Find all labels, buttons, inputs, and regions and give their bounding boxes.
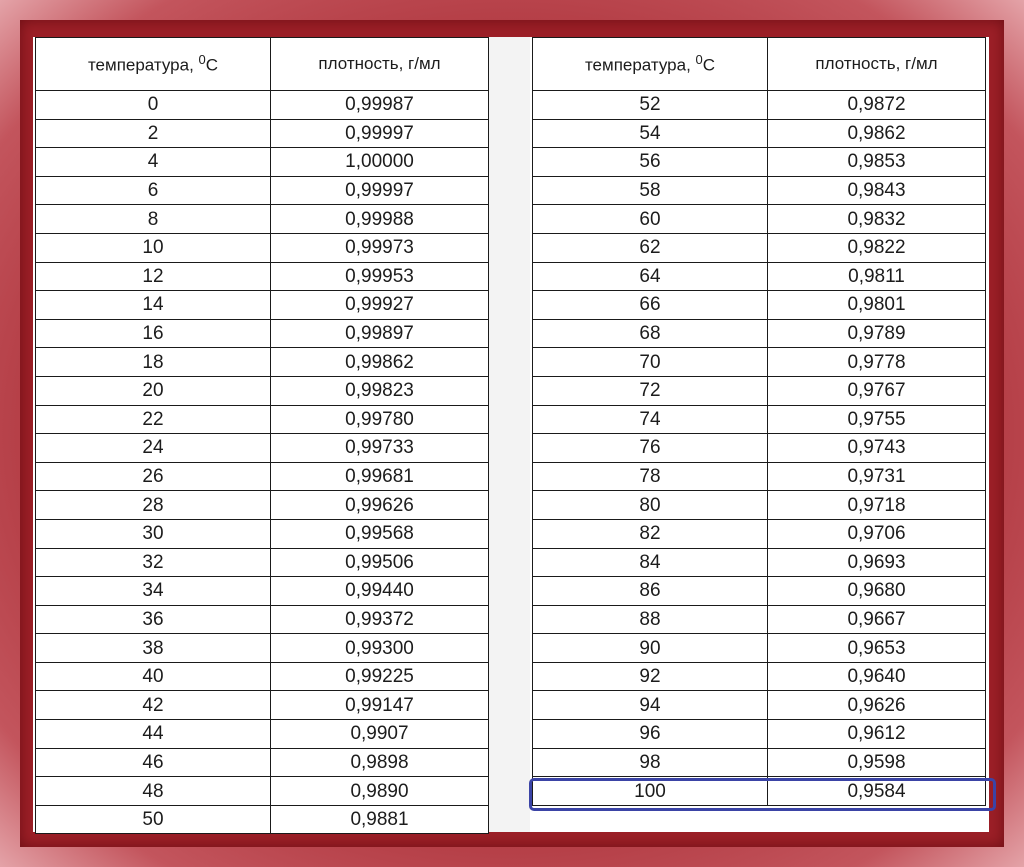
density-cell: 0,99997 [271, 176, 489, 205]
temperature-cell: 94 [533, 691, 768, 720]
temperature-cell: 78 [533, 462, 768, 491]
temperature-cell: 88 [533, 605, 768, 634]
temperature-cell: 50 [36, 805, 271, 834]
density-cell: 0,99997 [271, 119, 489, 148]
temperature-cell: 70 [533, 348, 768, 377]
temperature-cell: 44 [36, 720, 271, 749]
density-cell: 0,9907 [271, 720, 489, 749]
density-cell: 0,99225 [271, 662, 489, 691]
temperature-cell: 90 [533, 634, 768, 663]
temperature-cell: 24 [36, 434, 271, 463]
temperature-cell: 4 [36, 148, 271, 177]
density-cell: 0,99987 [271, 91, 489, 120]
temperature-cell: 10 [36, 233, 271, 262]
temperature-cell: 76 [533, 434, 768, 463]
density-cell: 0,99988 [271, 205, 489, 234]
density-cell: 0,9843 [768, 176, 986, 205]
header-row [533, 38, 986, 91]
density-cell: 0,9822 [768, 233, 986, 262]
temperature-cell: 56 [533, 148, 768, 177]
density-cell: 0,99372 [271, 605, 489, 634]
table-row [533, 291, 986, 320]
temperature-cell: 100 [533, 777, 768, 806]
table-row [36, 205, 489, 234]
density-cell: 0,99953 [271, 262, 489, 291]
density-cell: 0,99780 [271, 405, 489, 434]
density-cell: 0,9801 [768, 291, 986, 320]
table-row [36, 491, 489, 520]
density-cell: 0,99897 [271, 319, 489, 348]
table-row [36, 91, 489, 120]
table-row [36, 462, 489, 491]
density-cell: 0,9667 [768, 605, 986, 634]
temperature-cell: 46 [36, 748, 271, 777]
table-row [533, 491, 986, 520]
density-table-right [532, 37, 986, 806]
temperature-cell: 82 [533, 519, 768, 548]
temperature-cell: 52 [533, 91, 768, 120]
density-cell: 0,9872 [768, 91, 986, 120]
table-row [36, 662, 489, 691]
temperature-cell: 40 [36, 662, 271, 691]
column-divider [488, 37, 530, 832]
table-row [36, 720, 489, 749]
temperature-cell: 12 [36, 262, 271, 291]
density-cell: 0,9881 [271, 805, 489, 834]
table-row [533, 434, 986, 463]
table-row [533, 634, 986, 663]
table-row [36, 748, 489, 777]
table-row [533, 777, 986, 806]
table-row [36, 777, 489, 806]
table-row [533, 148, 986, 177]
table-row [36, 376, 489, 405]
temperature-cell: 14 [36, 291, 271, 320]
density-cell: 0,99973 [271, 233, 489, 262]
density-cell: 0,9853 [768, 148, 986, 177]
temperature-cell: 62 [533, 233, 768, 262]
density-cell: 0,99681 [271, 462, 489, 491]
table-row [36, 691, 489, 720]
table-row [36, 119, 489, 148]
density-cell: 0,9680 [768, 577, 986, 606]
temperature-header: температура, $^0$C [36, 38, 271, 91]
density-cell: 0,99927 [271, 291, 489, 320]
temperature-cell: 74 [533, 405, 768, 434]
temperature-cell: 16 [36, 319, 271, 348]
temperature-cell: 86 [533, 577, 768, 606]
temperature-cell: 58 [533, 176, 768, 205]
density-cell: 0,9598 [768, 748, 986, 777]
temperature-cell: 54 [533, 119, 768, 148]
density-header: плотность, г/мл [768, 38, 986, 91]
density-cell: 0,9626 [768, 691, 986, 720]
table-row [533, 691, 986, 720]
density-cell: 0,9640 [768, 662, 986, 691]
density-cell: 0,9743 [768, 434, 986, 463]
temperature-cell: 8 [36, 205, 271, 234]
temperature-cell: 68 [533, 319, 768, 348]
temperature-cell: 96 [533, 720, 768, 749]
temperature-header: температура, $^0$C [533, 38, 768, 91]
density-cell: 0,9778 [768, 348, 986, 377]
table-row [36, 319, 489, 348]
temperature-cell: 84 [533, 548, 768, 577]
temperature-cell: 92 [533, 662, 768, 691]
temperature-cell: 20 [36, 376, 271, 405]
table-row [533, 720, 986, 749]
temperature-cell: 6 [36, 176, 271, 205]
table-row [533, 662, 986, 691]
temperature-cell: 48 [36, 777, 271, 806]
density-header: плотность, г/мл [271, 38, 489, 91]
table-row [36, 233, 489, 262]
temperature-cell: 0 [36, 91, 271, 120]
temperature-cell: 32 [36, 548, 271, 577]
table-row [36, 405, 489, 434]
density-cell: 0,9789 [768, 319, 986, 348]
temperature-cell: 34 [36, 577, 271, 606]
temperature-cell: 80 [533, 491, 768, 520]
table-row [36, 176, 489, 205]
density-cell: 0,9584 [768, 777, 986, 806]
density-cell: 0,9731 [768, 462, 986, 491]
temperature-cell: 64 [533, 262, 768, 291]
table-row [36, 805, 489, 834]
table-row [533, 205, 986, 234]
density-cell: 0,9832 [768, 205, 986, 234]
density-cell: 1,00000 [271, 148, 489, 177]
density-cell: 0,9811 [768, 262, 986, 291]
temperature-cell: 18 [36, 348, 271, 377]
temperature-cell: 22 [36, 405, 271, 434]
temperature-cell: 98 [533, 748, 768, 777]
density-table-left [35, 37, 489, 834]
density-cell: 0,99440 [271, 577, 489, 606]
density-cell: 0,9706 [768, 519, 986, 548]
temperature-cell: 38 [36, 634, 271, 663]
temperature-cell: 36 [36, 605, 271, 634]
table-row [36, 434, 489, 463]
table-row [533, 519, 986, 548]
density-cell: 0,9718 [768, 491, 986, 520]
table-row [533, 548, 986, 577]
table-row [36, 262, 489, 291]
table-row [36, 577, 489, 606]
table-row [533, 462, 986, 491]
density-cell: 0,99823 [271, 376, 489, 405]
density-cell: 0,99733 [271, 434, 489, 463]
table-row [533, 319, 986, 348]
temperature-cell: 66 [533, 291, 768, 320]
density-cell: 0,9653 [768, 634, 986, 663]
table-row [533, 262, 986, 291]
table-row [533, 233, 986, 262]
table-row [36, 548, 489, 577]
density-cell: 0,99147 [271, 691, 489, 720]
table-row [36, 605, 489, 634]
density-cell: 0,9890 [271, 777, 489, 806]
table-row [533, 605, 986, 634]
table-row [36, 148, 489, 177]
temperature-cell: 28 [36, 491, 271, 520]
table-row [533, 176, 986, 205]
temperature-cell: 30 [36, 519, 271, 548]
table-row [533, 348, 986, 377]
table-row [36, 348, 489, 377]
table-row [533, 119, 986, 148]
density-cell: 0,99300 [271, 634, 489, 663]
density-cell: 0,99626 [271, 491, 489, 520]
table-row [36, 519, 489, 548]
temperature-cell: 26 [36, 462, 271, 491]
density-cell: 0,9862 [768, 119, 986, 148]
table-row [533, 748, 986, 777]
temperature-cell: 2 [36, 119, 271, 148]
table-row [36, 634, 489, 663]
table-row [36, 291, 489, 320]
density-cell: 0,9898 [271, 748, 489, 777]
header-row [36, 38, 489, 91]
table-row [533, 376, 986, 405]
density-cell: 0,99862 [271, 348, 489, 377]
density-cell: 0,99506 [271, 548, 489, 577]
temperature-cell: 60 [533, 205, 768, 234]
table-row [533, 577, 986, 606]
density-cell: 0,99568 [271, 519, 489, 548]
density-cell: 0,9612 [768, 720, 986, 749]
table-row [533, 405, 986, 434]
temperature-cell: 72 [533, 376, 768, 405]
density-cell: 0,9755 [768, 405, 986, 434]
table-row [533, 91, 986, 120]
density-cell: 0,9767 [768, 376, 986, 405]
temperature-cell: 42 [36, 691, 271, 720]
density-cell: 0,9693 [768, 548, 986, 577]
